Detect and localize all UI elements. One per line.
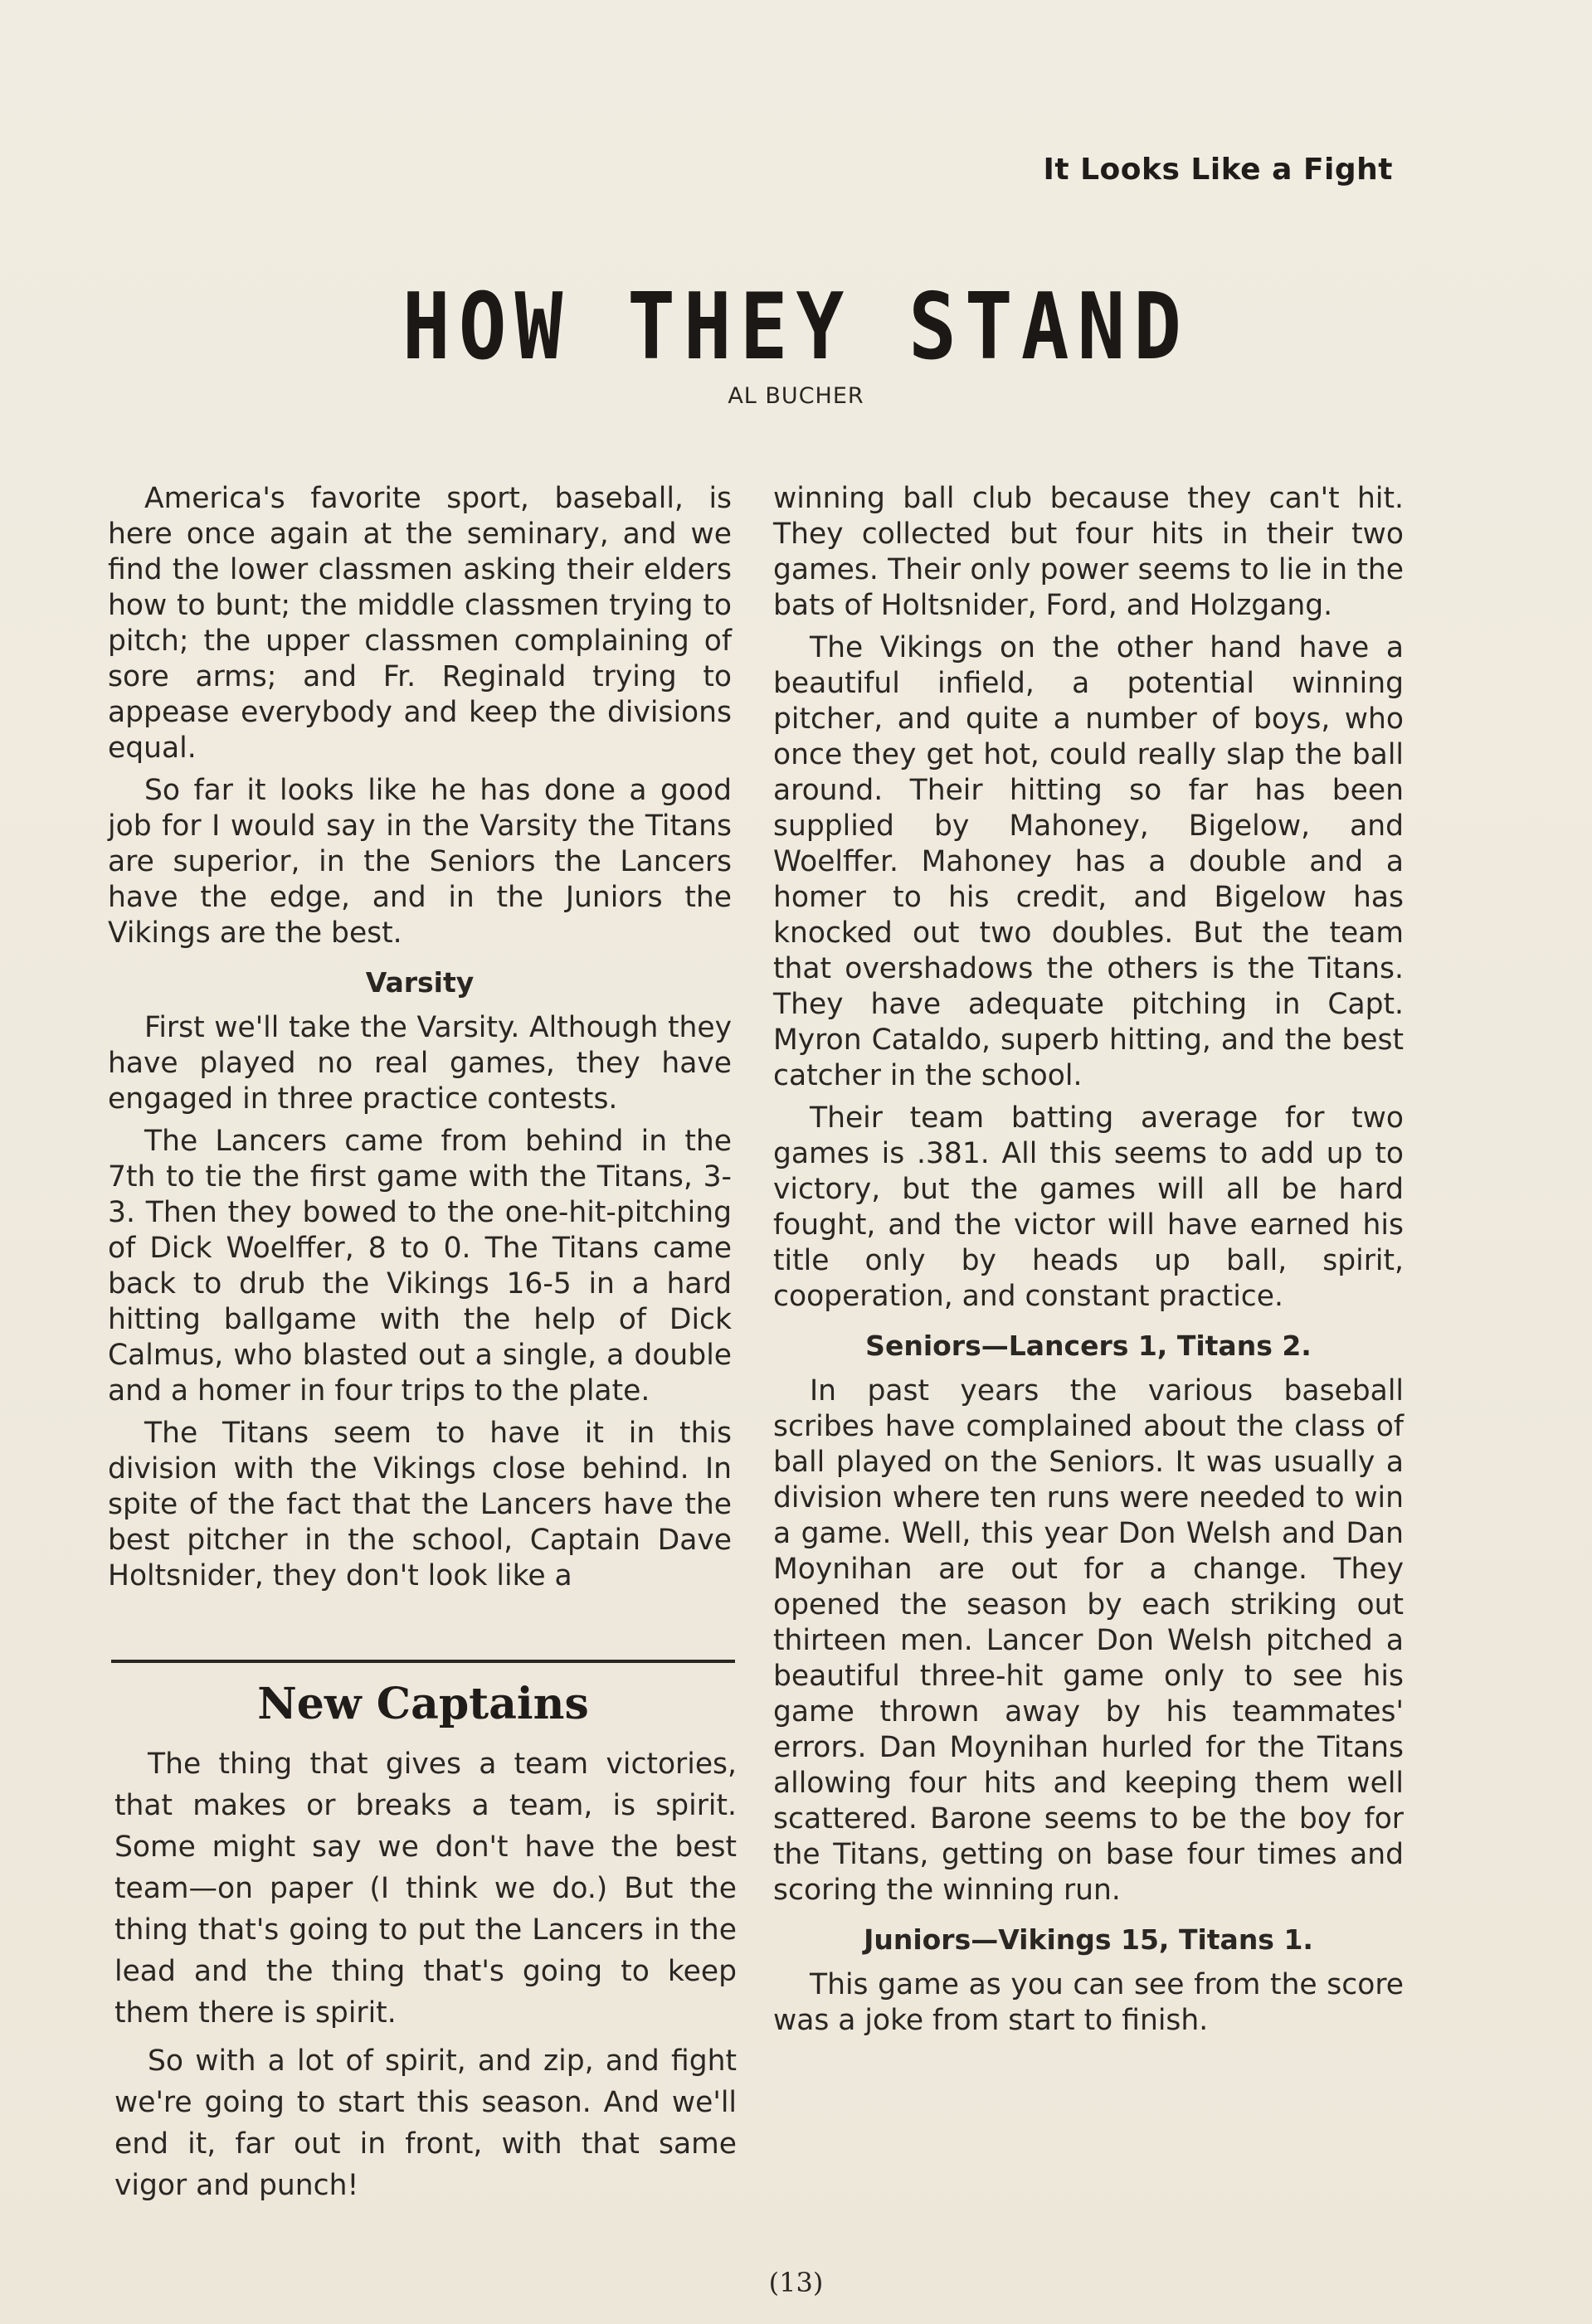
paragraph: The Titans seem to have it in this division with the Vikings close behind. In spite of the fact that the Lancers have the best pitcher in the school, Captain Dave Holtsnider, they don't look like a: [108, 1417, 732, 1592]
paragraph: So with a lot of spirit, and zip, and fight we're going to start this season. And we'll end it, far out in front, with that same vigor and punch!: [114, 2044, 737, 2202]
subhead-seniors: Seniors—Lancers 1, Titans 2.: [865, 1330, 1312, 1362]
page-number: (13): [768, 2267, 824, 2298]
paragraph: Their team batting average for two games is .381. All this seems to add up to victory, but the games will all be hard fought, and the victor will have earned his title only by heads up ball, spirit, cooperation, and constant practice.: [773, 1101, 1404, 1313]
subhead-varsity: Varsity: [365, 966, 475, 999]
new-captains-box: [114, 1743, 737, 2206]
paragraph: So far it looks like he has done a good job for I would say in the Varsity the Titans are superior, in the Seniors the Lancers have the edge, and in the Juniors the Vikings are the best.: [108, 774, 732, 950]
paragraph: In past years the various baseball scribes have complained about the class of ball played on the Seniors. It was usually a division where ten runs were needed to win a game. Well, this year Don Welsh and Dan Moynihan are out for a change. They opened the season by each striking out thirteen men. Lancer Don Welsh pitched a beautiful three-hit game only to see his game thrown away by his teammates' errors. Dan Moynihan hurled for the Titans allowing four hits and keeping them well scattered. Barone seems to be the boy for the Titans, getting on base four times and scoring the winning run.: [773, 1374, 1404, 1907]
box-title: New Captains: [257, 1679, 589, 1729]
byline: AL BUCHER: [728, 383, 864, 409]
running-head: It Looks Like a Fight: [1043, 153, 1393, 187]
paragraph: The thing that gives a team victories, that makes or breaks a team, is spirit. Some might say we don't have the best team—on paper (I think we do.) But the thing that's going to put the Lancers in the lead and the thing that's going to keep them there is spirit.: [114, 1748, 737, 2030]
article-title: HOW THEY STAND: [402, 273, 1190, 381]
right-column: [773, 481, 1404, 2039]
box-top-rule: [111, 1660, 735, 1663]
subhead-juniors: Juniors—Vikings 15, Titans 1.: [864, 1923, 1313, 1956]
paragraph: First we'll take the Varsity. Although they have played no real games, they have engaged in three practice contests.: [108, 1011, 732, 1116]
left-column: [108, 481, 732, 1594]
paragraph: The Lancers came from behind in the 7th to tie the first game with the Titans, 3-3. Then they bowed to the one-hit-pitching of Dick Woelffer, 8 to 0. The Titans came back to drub the Vikings 16-5 in a hard hitting ballgame with the help of Dick Calmus, who blasted out a single, a double and a homer in four trips to the plate.: [108, 1125, 732, 1408]
paragraph: This game as you can see from the score was a joke from start to finish.: [773, 1968, 1404, 2037]
paragraph: winning ball club because they can't hit. They collected but four hits in their two games. Their only power seems to lie in the bats of Holtsnider, Ford, and Holzgang.: [773, 482, 1404, 622]
paragraph: The Vikings on the other hand have a beautiful infield, a potential winning pitcher, and quite a number of boys, who once they get hot, could really slap the ball around. Their hitting so far has been supplied by Mahoney, Bigelow, and Woelffer. Mahoney has a double and a homer to his credit, and Bigelow has knocked out two doubles. But the team that overshadows the others is the Titans. They have adequate pitching in Capt. Myron Cataldo, superb hitting, and the best catcher in the school.: [773, 631, 1404, 1092]
paragraph: America's favorite sport, baseball, is here once again at the seminary, and we find the lower classmen asking their elders how to bunt; the middle classmen trying to pitch; the upper classmen complaining of sore arms; and Fr. Reginald trying to appease everybody and keep the divisions equal.: [108, 482, 732, 765]
